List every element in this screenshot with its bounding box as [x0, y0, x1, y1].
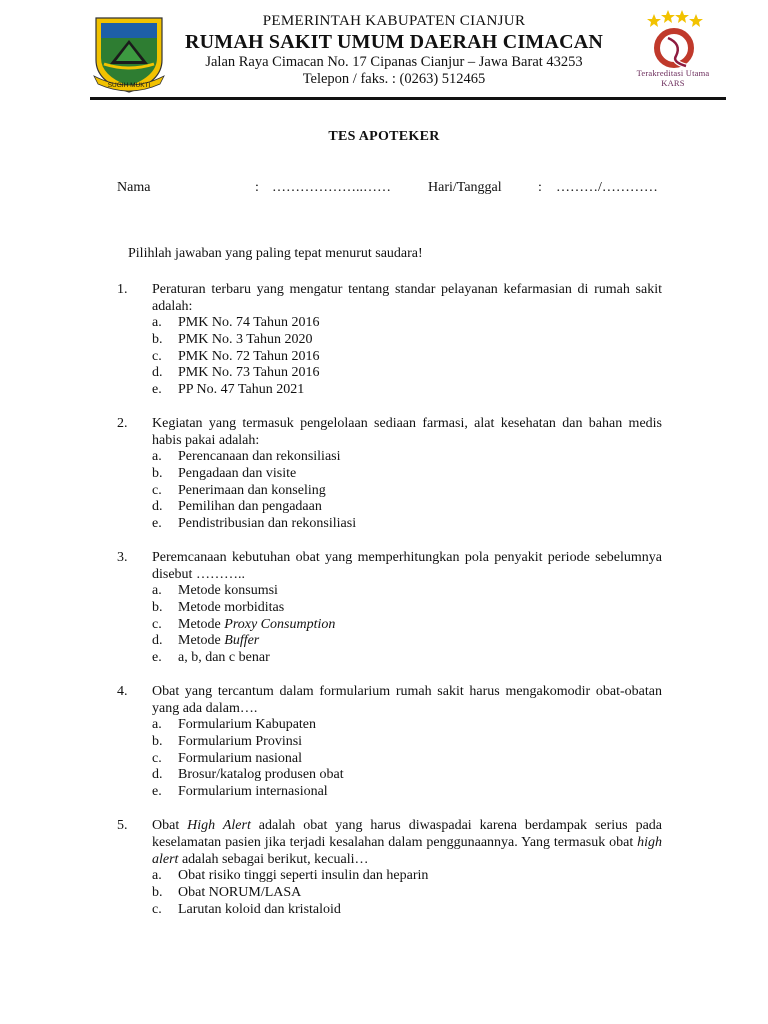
option-item: e. Formularium internasional [152, 784, 328, 800]
date-colon: : [538, 180, 542, 195]
letterhead-divider [90, 97, 726, 100]
option-item: d. Pemilihan dan pengadaan [152, 499, 322, 515]
option-item: e. a, b, dan c benar [152, 650, 270, 666]
letterhead-government: PEMERINTAH KABUPATEN CIANJUR [262, 13, 526, 29]
date-blank: ………/………… [556, 180, 658, 195]
option-item: a. Metode konsumsi [152, 583, 278, 598]
question-4 [117, 683, 662, 801]
question-stem: Peremcanaan kebutuhan obat yang memperhitungkan pola penyakit periode sebelumnya disebut ……….. [152, 550, 662, 582]
document-title: TES APOTEKER [328, 129, 440, 144]
cianjur-emblem-logo [90, 14, 168, 94]
option-item: c. Penerimaan dan konseling [152, 482, 326, 498]
option-item: a. Perencanaan dan rekonsiliasi [152, 449, 341, 464]
option-item: a. Formularium Kabupaten [152, 717, 317, 732]
option-list [117, 583, 662, 667]
letterhead-address: Jalan Raya Cimacan No. 17 Cipanas Cianjur – Jawa Barat 43253 [205, 54, 583, 70]
option-list [117, 315, 662, 399]
option-item: d. PMK No. 73 Tahun 2016 [152, 365, 320, 381]
option-item: a. PMK No. 74 Tahun 2016 [152, 315, 320, 330]
question-1 [117, 281, 662, 399]
option-item: b. Pengadaan dan visite [152, 465, 297, 481]
question-stem: Kegiatan yang termasuk pengelolaan sediaan farmasi, alat kesehatan dan bahan medis habis pakai adalah: [152, 416, 662, 448]
question-number: 4. [117, 684, 128, 699]
option-item: d. Brosur/katalog produsen obat [152, 767, 344, 783]
option-list [117, 717, 662, 801]
option-item: e. PP No. 47 Tahun 2021 [152, 382, 305, 398]
option-item: c. Larutan koloid dan kristaloid [152, 901, 341, 917]
question-number: 2. [117, 416, 128, 431]
name-blank: ………………..…… [272, 180, 391, 195]
option-item: b. PMK No. 3 Tahun 2020 [152, 331, 313, 347]
question-number: 1. [117, 282, 128, 297]
question-stem: Peraturan terbaru yang mengatur tentang standar pelayanan kefarmasian di rumah sakit adalah: [152, 282, 662, 314]
name-label: Nama [117, 180, 151, 195]
option-item: b. Obat NORUM/LASA [152, 884, 302, 900]
instruction-text: Pilihlah jawaban yang paling tepat menurut saudara! [128, 246, 423, 261]
kars-caption: Terakreditasi Utama KARS [636, 68, 710, 88]
star-icon [647, 10, 703, 27]
question-2 [117, 415, 662, 533]
option-item: c. PMK No. 72 Tahun 2016 [152, 348, 320, 364]
date-label: Hari/Tanggal [428, 180, 502, 195]
option-item: e. Pendistribusian dan rekonsiliasi [152, 516, 357, 532]
option-list [117, 449, 662, 533]
option-item: a. Obat risiko tinggi seperti insulin dan heparin [152, 868, 429, 883]
name-colon: : [255, 180, 259, 195]
option-item: d. Metode Buffer [152, 633, 260, 649]
question-3 [117, 549, 662, 667]
option-item: b. Metode morbiditas [152, 599, 285, 615]
question-number: 5. [117, 818, 128, 833]
letterhead-phone: Telepon / faks. : (0263) 512465 [302, 71, 486, 87]
option-item: b. Formularium Provinsi [152, 733, 303, 749]
option-item: c. Formularium nasional [152, 750, 303, 766]
logo-motto: SUGIH MUKTI [107, 82, 151, 89]
question-number: 3. [117, 550, 128, 565]
option-item: c. Metode Proxy Consumption [152, 616, 336, 632]
question-stem: Obat High Alert adalah obat yang harus diwaspadai karena berdampak serius pada keselamatan pasien jika terjadi kesalahan dalam penggunaannya. Yang termasuk obat high alert adalah sebagai berikut, kecuali… [152, 818, 662, 867]
option-list [117, 868, 662, 918]
letterhead-hospital-name: RUMAH SAKIT UMUM DAERAH CIMACAN [184, 31, 604, 53]
question-stem: Obat yang tercantum dalam formularium rumah sakit harus mengakomodir obat-obatan yang ada dalam…. [152, 684, 662, 716]
question-5 [117, 817, 662, 918]
letterhead [168, 12, 620, 88]
